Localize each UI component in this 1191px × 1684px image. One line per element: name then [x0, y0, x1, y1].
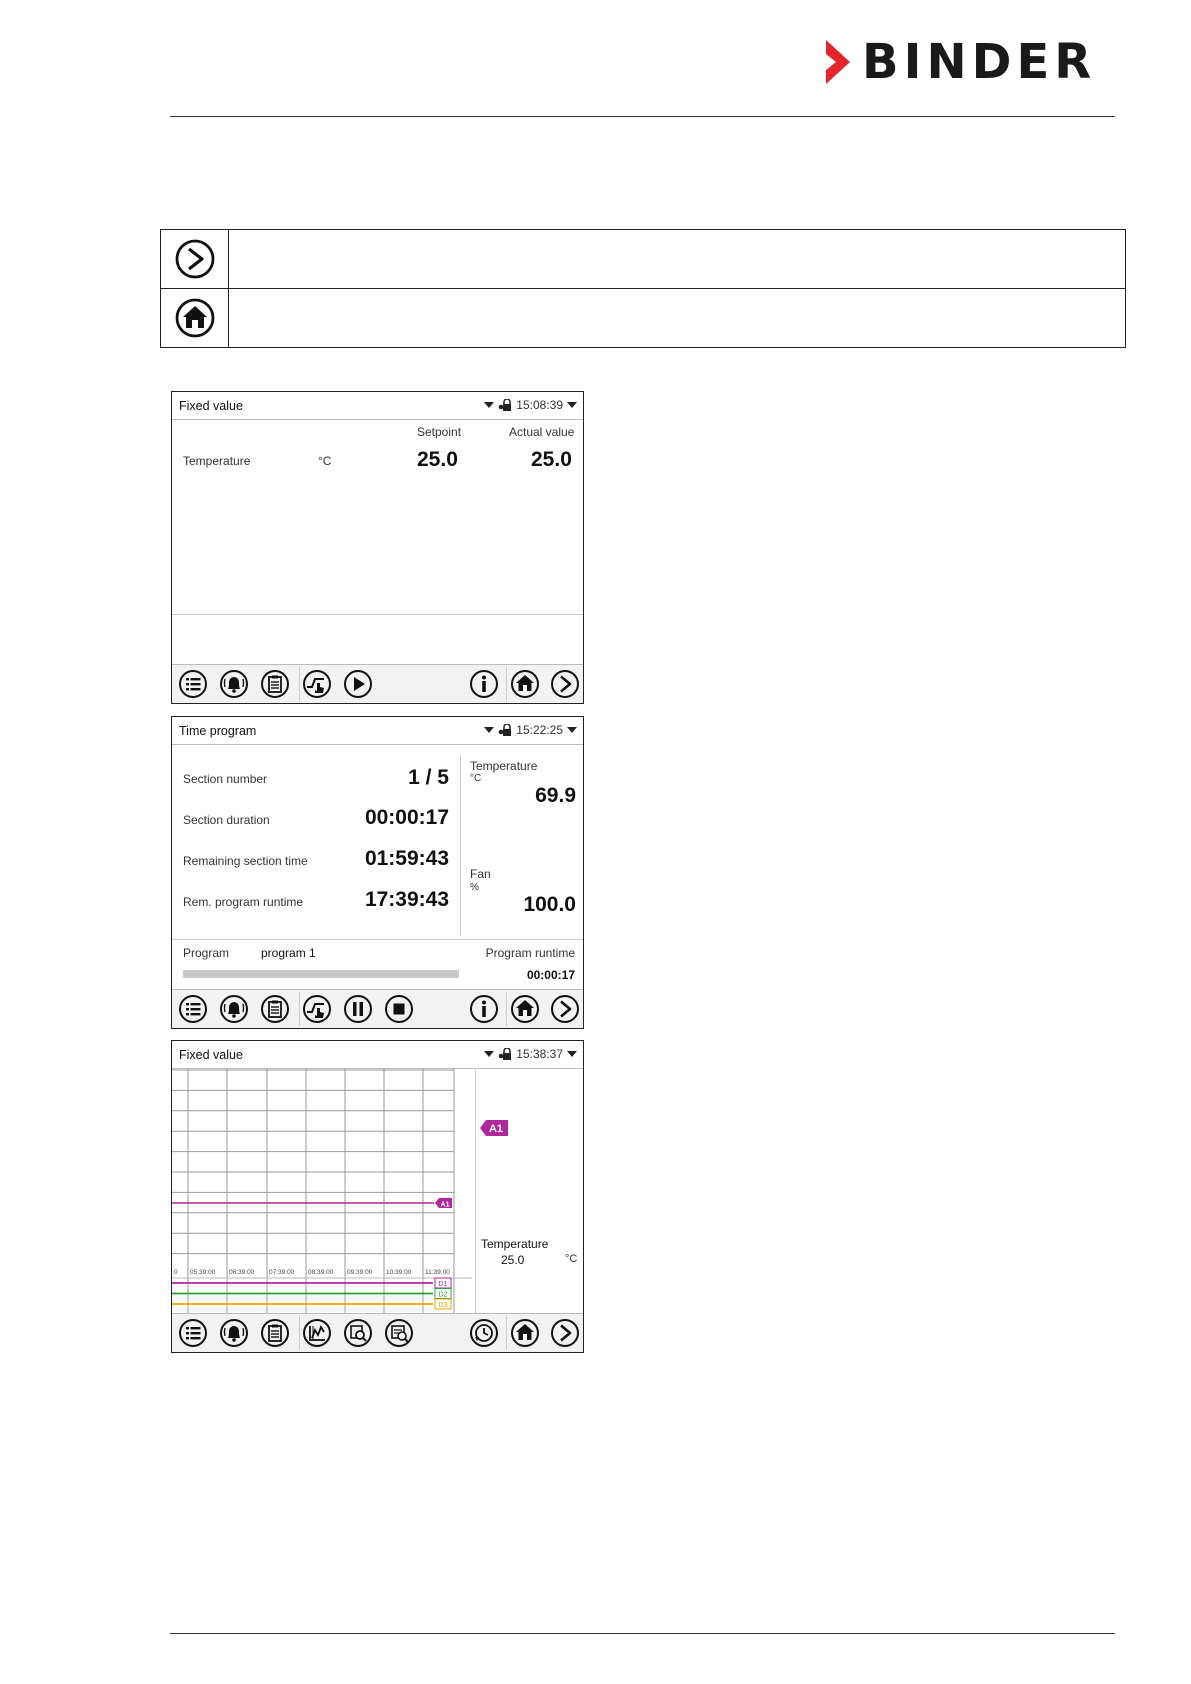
program-name: program 1: [261, 946, 316, 960]
home-button[interactable]: [510, 994, 540, 1024]
remaining-section-time-label: Remaining section time: [183, 854, 308, 868]
divider: [172, 614, 583, 615]
table-description-cell: [229, 230, 1126, 289]
manual-mode-icon: [302, 669, 332, 699]
program-progress-bar: [183, 970, 459, 978]
clock-time: 15:22:25: [516, 723, 563, 737]
screen-title: Fixed value: [179, 399, 243, 413]
stop-icon: [384, 994, 414, 1024]
alarm-icon: [219, 994, 249, 1024]
legend-unit: °C: [565, 1253, 578, 1265]
chart-scale-button[interactable]: [302, 1318, 332, 1348]
home-icon: [510, 994, 540, 1024]
digital-marker-label: D1: [438, 1281, 448, 1288]
remaining-section-time-value: 01:59:43: [364, 847, 449, 870]
parameter-unit: °C: [318, 454, 332, 468]
pause-icon: [343, 994, 373, 1024]
event-list-button[interactable]: [260, 669, 290, 699]
program-label: Program: [183, 946, 230, 960]
chart-zoom-icon: [343, 1318, 373, 1348]
table-description-cell: [229, 289, 1126, 348]
next-arrow-icon: [550, 1318, 580, 1348]
section-number-label: Section number: [183, 772, 268, 786]
info-button[interactable]: [469, 669, 499, 699]
manual-mode-button[interactable]: [302, 669, 332, 699]
x-tick-label: 05:39:00: [190, 1269, 216, 1276]
fan-label: Fan: [470, 867, 491, 881]
clock-time: 15:08:39: [516, 398, 563, 412]
manual-mode-icon: [302, 994, 332, 1024]
next-arrow-icon: [550, 669, 580, 699]
time-range-button[interactable]: [469, 1318, 499, 1348]
manual-mode-button[interactable]: [302, 994, 332, 1024]
alarm-icon: [219, 1318, 249, 1348]
a1-tag-icon: [480, 1120, 508, 1136]
home-button[interactable]: [510, 669, 540, 699]
dropdown-icon[interactable]: [567, 402, 577, 408]
alarm-button[interactable]: [219, 994, 249, 1024]
actual-value: 25.0: [531, 448, 572, 471]
event-list-icon: [260, 994, 290, 1024]
clock-time: 15:38:37: [516, 1047, 563, 1061]
lock-icon: [498, 399, 512, 411]
alarm-button[interactable]: [219, 1318, 249, 1348]
footer-rule: [170, 1633, 1115, 1634]
menu-button[interactable]: [178, 669, 208, 699]
legend-label: Temperature: [481, 1237, 549, 1251]
event-list-button[interactable]: [260, 1318, 290, 1348]
lock-icon: [498, 1048, 512, 1060]
dropdown-icon[interactable]: [484, 727, 494, 733]
dropdown-icon[interactable]: [567, 727, 577, 733]
menu-icon: [178, 994, 208, 1024]
table-row: [161, 230, 1126, 289]
x-tick-label: 0: [174, 1269, 178, 1276]
temperature-value: 69.9: [535, 784, 576, 807]
screen-chart-recorder: [171, 1040, 584, 1353]
status-area[interactable]: [484, 723, 577, 737]
start-program-icon: [343, 669, 373, 699]
digital-marker-label: D3: [438, 1302, 448, 1309]
divider: [475, 1068, 476, 1314]
x-tick-label: 06:39:00: [229, 1269, 255, 1276]
x-tick-label: 10:39:00: [386, 1269, 412, 1276]
status-area[interactable]: [484, 1047, 577, 1061]
fan-value: 100.0: [523, 893, 576, 916]
start-program-button[interactable]: [343, 669, 373, 699]
binder-logo: [818, 34, 1113, 90]
toolbar-separator: [299, 992, 300, 1026]
binder-logo-text: BINDER: [862, 34, 1097, 90]
table-icon-cell: [161, 230, 229, 289]
temperature-label: Temperature: [470, 759, 538, 773]
status-area[interactable]: [484, 398, 577, 412]
toolbar-separator: [299, 667, 300, 701]
dropdown-icon[interactable]: [484, 402, 494, 408]
toolbar-separator: [506, 667, 507, 701]
screen-time-program: [171, 716, 584, 1029]
chart-history-button[interactable]: [384, 1318, 414, 1348]
legend-value: 25.0: [501, 1253, 525, 1267]
screen-title: Fixed value: [179, 1048, 243, 1062]
time-range-icon: [469, 1318, 499, 1348]
title-bar: [172, 392, 583, 420]
x-tick-label: 08:39:00: [308, 1269, 334, 1276]
stop-button[interactable]: [384, 994, 414, 1024]
toolbar-separator: [506, 992, 507, 1026]
chart-scale-icon: [302, 1318, 332, 1348]
parameter-name: Temperature: [183, 454, 251, 468]
info-icon: [469, 994, 499, 1024]
home-icon: [510, 1318, 540, 1348]
table-icon-cell: [161, 289, 229, 348]
home-icon: [510, 669, 540, 699]
next-button[interactable]: [550, 994, 580, 1024]
x-tick-label: 09:39:00: [347, 1269, 373, 1276]
divider: [460, 755, 461, 935]
section-number-value: 1 / 5: [408, 766, 449, 789]
alarm-icon: [219, 669, 249, 699]
chart-zoom-button[interactable]: [343, 1318, 373, 1348]
section-duration-label: Section duration: [183, 813, 270, 827]
dropdown-icon[interactable]: [567, 1051, 577, 1057]
info-button[interactable]: [469, 994, 499, 1024]
header-rule: [170, 116, 1115, 117]
dropdown-icon[interactable]: [484, 1051, 494, 1057]
program-runtime-label: Program runtime: [485, 946, 575, 960]
menu-icon: [178, 669, 208, 699]
a1-marker-label: A1: [440, 1201, 450, 1209]
setpoint-header: Setpoint: [417, 425, 462, 439]
setpoint-value[interactable]: 25.0: [417, 448, 458, 471]
next-arrow-icon: [174, 238, 216, 280]
a1-tag-label: A1: [488, 1123, 504, 1135]
fan-unit: %: [470, 882, 479, 893]
chart-plot-area[interactable]: [172, 1068, 472, 1314]
binder-logo-mark: [824, 40, 864, 88]
screen-title: Time program: [179, 724, 257, 738]
event-list-button[interactable]: [260, 994, 290, 1024]
title-bar: [172, 717, 583, 745]
next-button[interactable]: [550, 1318, 580, 1348]
digital-marker-label: D2: [438, 1291, 448, 1299]
toolbar: [172, 989, 583, 1028]
program-runtime-value: 00:00:17: [526, 968, 575, 982]
menu-button[interactable]: [178, 1318, 208, 1348]
event-list-icon: [260, 669, 290, 699]
alarm-button[interactable]: [219, 669, 249, 699]
next-button[interactable]: [550, 669, 580, 699]
home-button[interactable]: [510, 1318, 540, 1348]
chart-history-icon: [384, 1318, 414, 1348]
home-icon: [174, 297, 216, 339]
pause-button[interactable]: [343, 994, 373, 1024]
x-tick-label: 11:39:00: [425, 1269, 450, 1276]
table-row: [161, 289, 1126, 348]
section-duration-value: 00:00:17: [364, 806, 449, 829]
lock-icon: [498, 724, 512, 736]
temperature-unit: °C: [470, 773, 482, 784]
remaining-program-runtime-label: Rem. program runtime: [183, 895, 304, 909]
remaining-program-runtime-value: 17:39:43: [364, 888, 449, 911]
actual-value-header: Actual value: [509, 425, 575, 439]
divider: [172, 939, 583, 940]
menu-icon: [178, 1318, 208, 1348]
x-tick-label: 07:39:00: [269, 1269, 295, 1276]
event-list-icon: [260, 1318, 290, 1348]
icon-legend-table: [160, 229, 1126, 348]
next-arrow-icon: [550, 994, 580, 1024]
toolbar: [172, 664, 583, 703]
info-icon: [469, 669, 499, 699]
menu-button[interactable]: [178, 994, 208, 1024]
title-bar: [172, 1041, 583, 1069]
toolbar-separator: [506, 1316, 507, 1350]
toolbar-separator: [299, 1316, 300, 1350]
screen-fixed-value: [171, 391, 584, 704]
toolbar: [172, 1313, 583, 1352]
